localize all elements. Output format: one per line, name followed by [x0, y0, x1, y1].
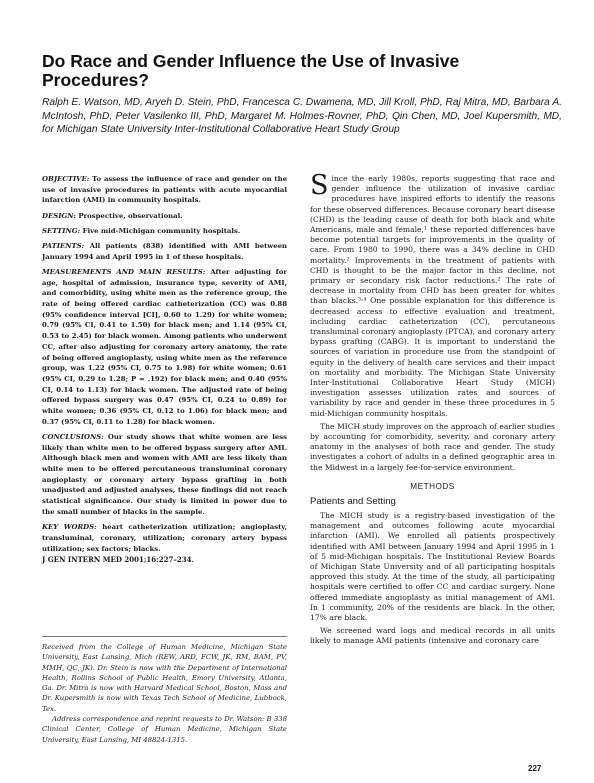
abstract-objective	[42, 174, 287, 206]
author-footnote	[42, 642, 287, 745]
footnote-divider	[42, 636, 287, 637]
conclusions-label: CONCLUSIONS:	[42, 432, 104, 441]
page-number: 227	[528, 764, 542, 773]
objective-label: OBJECTIVE:	[42, 175, 90, 183]
journal-citation: J GEN INTERN MED 2001;16:227–234.	[42, 555, 194, 565]
setting-text: Five mid-Michigan community hospitals.	[82, 226, 241, 235]
keywords-label: KEY WORDS:	[42, 523, 97, 532]
body-column	[310, 170, 555, 650]
patients-label: PATIENTS:	[42, 242, 85, 251]
methods-paragraph-2: We screened ward logs and medical records in all units likely to manage AMI patients (intensive and coronary care	[310, 626, 555, 646]
measurements-text: After adjusting for age, hospital of admission, insurance type, severity of AMI, and comorbidity, using white men as the reference group, the rate of being offered cardiac catheterization (CC) was 0.88 (95% confidence interval [CI], 0.60 to 1.29) for white women; 0.79 (95% CI, 0.41 to 1.50) for black men; and 1.14 (95% CI, 0.53 to 2.45) for black women. Among patients who underwent CC, after also adjusting for coronary artery anatomy, the rate of being offered angioplasty, using white men as the reference group, was 1.22 (95% CI, 0.75 to 1.98) for white women; 0.61 (95% CI, 0.29 to 1.28; P = .192) for black men; and 0.40 (95% CI, 0.14 to 1.13) for black women. The adjusted rate of being offered bypass surgery was 0.47 (95% CI, 0.24 to 0.89) for white women; 0.36 (95% CI, 0.12 to 1.06) for black men; and 0.37 (95% CI, 0.11 to 1.28) for black women.	[42, 267, 287, 426]
setting-label: SETTING:	[42, 226, 81, 235]
abstract-column	[42, 174, 287, 566]
methods-heading: METHODS	[410, 481, 455, 491]
abstract-patients	[42, 241, 287, 262]
author-list: Ralph E. Watson, MD, Aryeh D. Stein, PhD, Francesca C. Dwamena, MD, Jill Kroll, PhD, Raj Mitra, MD, Barbara A. McIntosh, PhD, Peter Vasilenko III, PhD, Margaret M. Holmes-Rovner, PhD, Qin Chen, MD, Joel Kupersmith, MD, for Michigan State University Inter-Institutional Collaborative Heart Study Group	[42, 97, 562, 135]
abstract-keywords	[42, 522, 287, 554]
design-label: DESIGN:	[42, 211, 76, 220]
intro-text-1: ince the early 1980s, reports suggesting that race and gender influence the utilization of invasive cardiac procedures have inspired efforts to identify the reasons for these observed differences. Because coronary heart disease (CHD) is the leading cause of death for both black and white Americans, male and female,¹ these reported differences have become potential targets for improvements in the quality of care. From 1980 to 1990, there was a 34% decline in CHD mortality.² Improvements in the treatment of patients with CHD is thought to be the major factor in this decline, not primary or secondary risk factor reductions.² The rate of decrease in mortality from CHD has been greater for whites than blacks.³˒⁴ One possible explanation for this difference is decreased access to effective evaluation and treatment, including cardiac catheterization (CC), percutaneous transluminal coronary angioplasty (PTCA), and coronary artery bypass grafting (CABG). It is important to understand the sources of variation in procedure use from the standpoint of equity in the delivery of health care services and their impact on mortality and morbidity. The Michigan State University Inter-Institutional Collaborative Heart Study (MICH) investigation assesses utilization rates and sources of variability by race and gender in these three procedures in 5 mid-Michigan community hospitals.	[310, 174, 555, 418]
abstract-design	[42, 211, 287, 222]
correspondence-note: Address correspondence and reprint requests to Dr. Watson: B 338 Clinical Center, College of Human Medicine, Michigan State University, East Lansing, MI 48824-1315.	[42, 715, 287, 744]
keywords-text: heart catheterization utilization; angioplasty, transluminal, coronary, utilization; coronary artery bypass utilization; sex factors; blacks.	[42, 523, 287, 553]
abstract-setting	[42, 226, 287, 237]
article-title: Do Race and Gender Influence the Use of Invasive Procedures?	[42, 51, 460, 90]
intro-paragraph-1	[310, 170, 555, 419]
abstract-conclusions	[42, 432, 287, 518]
conclusions-text: Our study shows that white women are less likely than white men to be offered bypass surgery after AMI. Although black men and women with AMI are less likely than white men to be offered percutaneous transluminal coronary angioplasty or coronary artery bypass grafting in both unadjusted and adjusted analyses, these findings did not reach statistical significance. Our study is limited in power due to the small number of blacks in the sample.	[42, 432, 287, 516]
objective-text: To assess the influence of race and gender on the use of invasive procedures in patients with acute myocardial infarction (AMI) in community hospitals.	[42, 175, 287, 205]
patients-setting-heading: Patients and Setting	[310, 495, 396, 507]
measurements-label: MEASUREMENTS AND MAIN RESULTS:	[42, 267, 206, 276]
drop-cap: S	[310, 170, 329, 201]
abstract-measurements	[42, 267, 287, 428]
patients-text: All patients (838) identified with AMI between January 1994 and April 1995 in 1 of these hospitals.	[42, 242, 287, 261]
methods-paragraph-1: The MICH study is a registry-based investigation of the management and outcomes following acute myocardial infarction (AMI). We enrolled all patients prospectively identified with AMI between January 1994 and April 1995 in 1 of 5 mid-Michigan hospitals. The Institutional Review Boards of Michigan State University and of all participating hospitals approved this study. At the time of the study, all participating hospitals were certified to offer CC and cardiac surgery. None offered immediate angioplasty as initial management of AMI. In 1 community, 20% of the residents are black. In the other, 17% are black.	[310, 510, 555, 622]
received-note: Received from the College of Human Medicine, Michigan State University, East Lansing, Mich (REW, ARD, FCW, JK, RM, BAM, PV, MMH, QC, JK). Dr. Stein is now with the Department of International Health, Rollins School of Public Health, Emory University, Atlanta, Ga. Dr. Mitra is now with Harvard Medical School, Boston, Mass and Dr. Kupersmith is now with Texas Tech School of Medicine, Lubbock, Tex.	[42, 643, 287, 713]
intro-paragraph-2: The MICH study improves on the approach of earlier studies by accounting for comorbidity, severity, and coronary artery anatomy in the analyses of both race and gender. The study investigates a cohort of adults in a defined geographic area in the Midwest in a largely fee-for-service environment.	[310, 421, 555, 472]
design-text: Prospective, observational.	[78, 211, 183, 220]
